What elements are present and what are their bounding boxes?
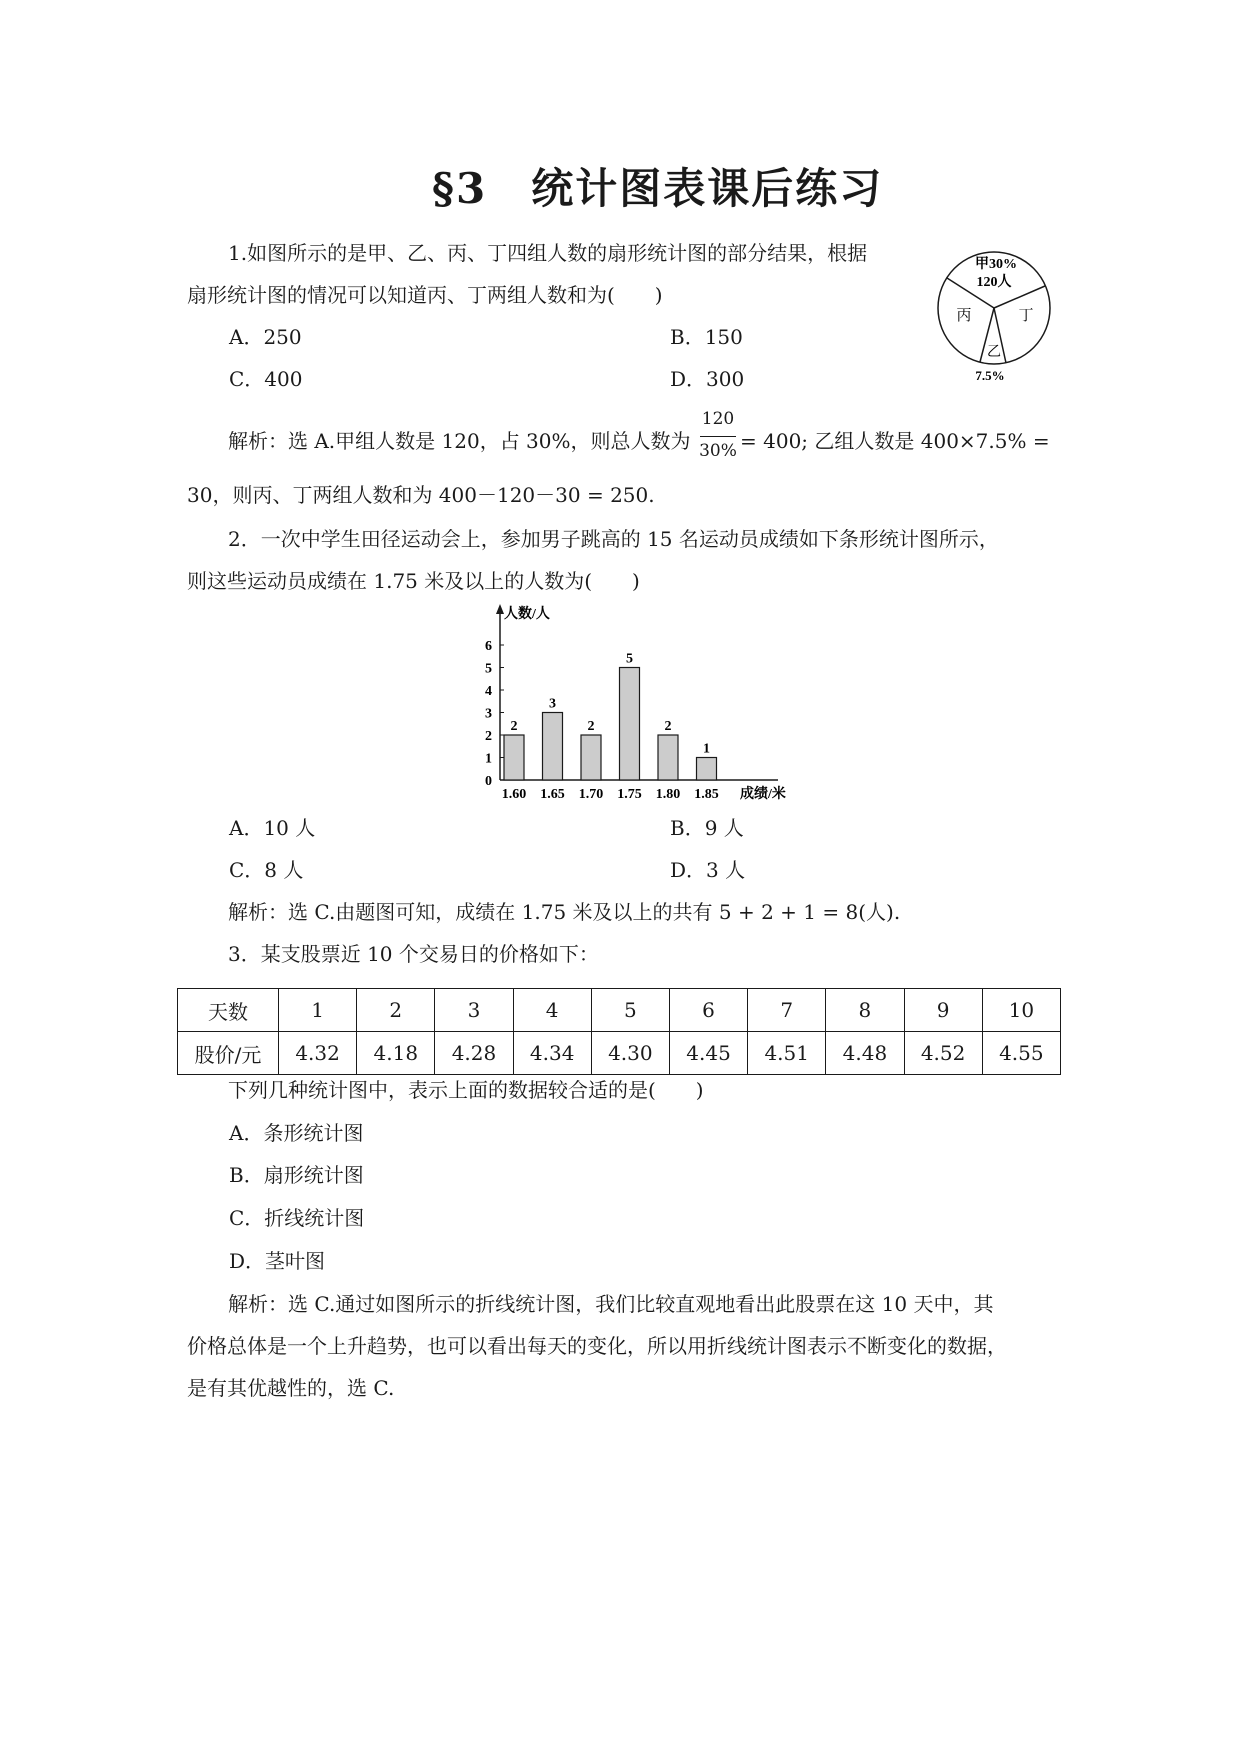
q2-option-c: C．8 人: [229, 858, 304, 882]
pie-label-bing: 丙: [956, 308, 972, 324]
q3-analysis-line3: 是有其优越性的，选 C.: [187, 1376, 395, 1400]
table-cell: 4.28: [435, 1032, 513, 1075]
x-axis-label: 成绩/米: [740, 787, 786, 802]
table-cell: 4.34: [513, 1032, 591, 1075]
table-cell: 4.30: [591, 1032, 669, 1075]
bar-data-label: 1: [703, 741, 710, 757]
q1-option-a: A．250: [229, 325, 302, 349]
table-cell: 4: [513, 989, 591, 1032]
table-cell: 3: [435, 989, 513, 1032]
q3-analysis-line2: 价格总体是一个上升趋势，也可以看出每天的变化，所以用折线统计图表示不断变化的数据，: [187, 1334, 1007, 1358]
q1-text-line1: 1.如图所示的是甲、乙、丙、丁四组人数的扇形统计图的部分结果，根据: [228, 241, 868, 265]
y-tick-label: 5: [485, 661, 492, 677]
table-cell: 8: [826, 989, 904, 1032]
y-tick-label: 4: [485, 684, 492, 699]
q3-option-c: C．折线统计图: [229, 1206, 365, 1230]
y-axis-label: 人数/人: [504, 607, 550, 622]
table-cell: 10: [982, 989, 1060, 1032]
q2-analysis: [228, 899, 900, 925]
y-tick-label: 6: [485, 639, 492, 654]
q3-intro: 3．某支股票近 10 个交易日的价格如下：: [228, 942, 599, 966]
table-row-prices: [178, 1032, 1061, 1075]
x-tick-label: 1.70: [578, 787, 604, 802]
q1-text-line2: 扇形统计图的情况可以知道丙、丁两组人数和为( ): [187, 283, 663, 307]
table-cell: 9: [904, 989, 982, 1032]
bar: [697, 758, 717, 781]
q1-analysis-line1: [228, 428, 691, 454]
q2-option-d: D．3 人: [670, 858, 746, 882]
q1-frac-bar: [700, 436, 736, 437]
table-cell: 4.48: [826, 1032, 904, 1075]
pie-label-jia-pct: 甲30%: [975, 257, 1017, 272]
bar: [543, 713, 563, 781]
table-cell: 4.18: [357, 1032, 435, 1075]
table-cell: 4.45: [669, 1032, 747, 1075]
bar: [504, 735, 524, 780]
stock-price-table: [177, 988, 1061, 1075]
pie-chart: [930, 246, 1060, 386]
q1-analysis-part1: 选 A.甲组人数是 120，占 30%，则总人数为: [288, 429, 691, 453]
q3-analysis-line1-wrap: [228, 1291, 993, 1317]
x-tick-label: 1.60: [501, 787, 527, 802]
y-tick-label: 1: [485, 751, 492, 767]
q1-option-b: B．150: [670, 325, 743, 349]
pie-label-jia-count: 120人: [976, 275, 1012, 290]
q3-question: 下列几种统计图中，表示上面的数据较合适的是( ): [228, 1078, 704, 1102]
q3-analysis-line1: 选 C.通过如图所示的折线统计图，我们比较直观地看出此股票在这 10 天中，其: [288, 1292, 994, 1316]
table-cell: 6: [669, 989, 747, 1032]
table-cell: 1: [279, 989, 357, 1032]
table-cell: 4.55: [982, 1032, 1060, 1075]
table-cell: 4.32: [279, 1032, 357, 1075]
q3-option-b: B．扇形统计图: [229, 1163, 364, 1187]
q3-option-a: A．条形统计图: [229, 1121, 364, 1145]
table-cell: 4.52: [904, 1032, 982, 1075]
x-tick-label: 1.65: [540, 787, 565, 802]
pie-label-yi: 乙: [987, 345, 1001, 360]
table-row-days: [178, 989, 1061, 1032]
x-tick-label: 1.75: [617, 787, 642, 802]
q1-analysis-part2: = 400; 乙组人数是 400×7.5% =: [740, 429, 1050, 453]
pie-label-yi-pct: 7.5%: [975, 368, 1005, 383]
bar-data-label: 3: [549, 696, 556, 712]
y-tick-label: 3: [485, 706, 492, 722]
table-header-days: 天数: [178, 989, 279, 1032]
q3-analysis-label: 解析：: [228, 1292, 288, 1316]
q2-option-b: B．9 人: [670, 816, 744, 840]
q1-analysis-line2: 30，则丙、丁两组人数和为 400－120－30 = 250.: [187, 483, 655, 507]
q1-option-d: D．300: [670, 367, 745, 391]
table-header-price: 股价/元: [178, 1032, 279, 1075]
q2-text-line1: 2．一次中学生田径运动会上，参加男子跳高的 15 名运动员成绩如下条形统计图所示，: [228, 527, 999, 551]
bar-data-label: 5: [626, 651, 633, 667]
q2-analysis-text: 选 C.由题图可知，成绩在 1.75 米及以上的共有 5 + 2 + 1 = 8(人).: [288, 900, 901, 924]
q2-analysis-label: 解析：: [228, 900, 288, 924]
bar-data-label: 2: [587, 719, 595, 734]
bar: [658, 735, 678, 780]
q1-frac-numerator: 120: [701, 409, 735, 429]
bar-data-label: 2: [510, 719, 518, 734]
y-axis-arrow: [496, 604, 504, 614]
q1-option-c: C．400: [229, 367, 303, 391]
q2-text-line2: 则这些运动员成绩在 1.75 米及以上的人数为( ): [187, 569, 640, 593]
q1-analysis-label: 解析：: [228, 429, 288, 453]
q3-option-d: D．茎叶图: [229, 1249, 326, 1273]
bar-chart: [470, 600, 810, 805]
x-tick-label: 1.85: [694, 787, 719, 802]
bar-data-label: 2: [664, 719, 672, 734]
x-tick-label: 1.80: [655, 787, 681, 802]
q1-frac-denominator: 30%: [699, 441, 737, 461]
y-tick-label: 2: [485, 729, 492, 744]
q2-option-a: A．10 人: [229, 816, 316, 840]
table-cell: 7: [748, 989, 826, 1032]
bar: [581, 735, 601, 780]
table-cell: 4.51: [748, 1032, 826, 1075]
y-tick-label: 0: [485, 774, 492, 789]
bar: [620, 668, 640, 781]
table-cell: 5: [591, 989, 669, 1032]
page-title: §3 统计图表课后练习: [432, 164, 884, 213]
pie-label-ding: 丁: [1018, 308, 1034, 324]
table-cell: 2: [357, 989, 435, 1032]
